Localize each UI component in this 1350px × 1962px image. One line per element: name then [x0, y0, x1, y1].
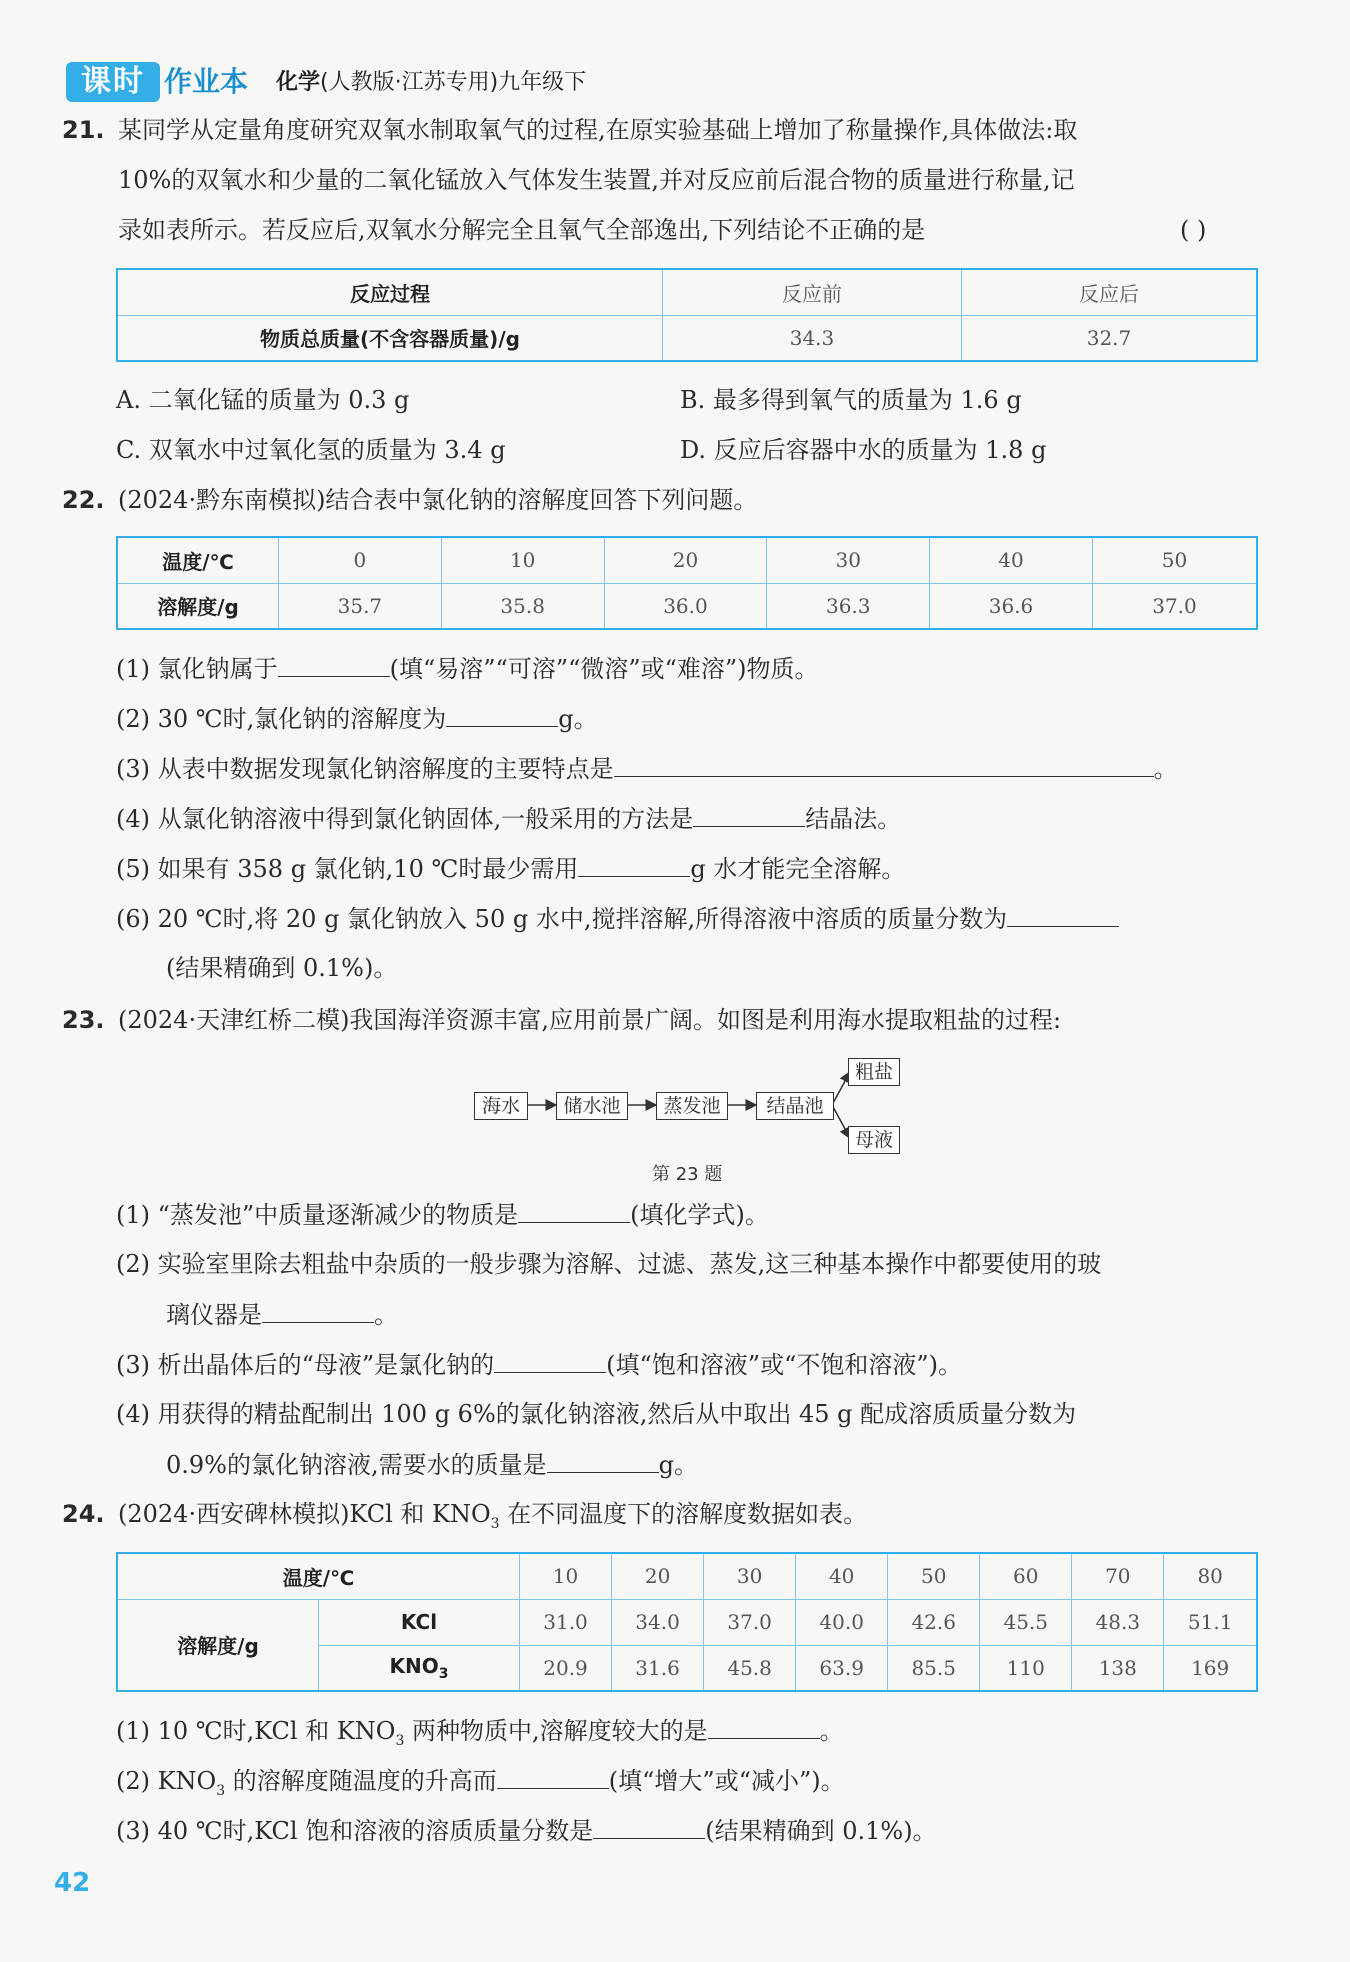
answer-blank[interactable]: [518, 1196, 630, 1223]
flow-node-storage-pond: 储水池: [556, 1092, 628, 1120]
q22-solubility: 36.0: [604, 583, 767, 629]
answer-blank[interactable]: [497, 1762, 609, 1789]
answer-blank[interactable]: [578, 850, 690, 877]
flow-node-mother-liquor: 母液: [848, 1126, 900, 1154]
flow-node-crude-salt: 粗盐: [848, 1058, 900, 1086]
q24-kcl-value: 51.1: [1164, 1599, 1257, 1645]
q22-solubility: 36.6: [930, 583, 1093, 629]
q24-temp: 50: [888, 1553, 980, 1599]
subject-label: 化学: [276, 70, 321, 95]
q23-item-4: (4) 用获得的精盐配制出 100 g 6%的氯化钠溶液,然后从中取出 45 g 配成溶质质量分数为: [116, 1400, 1077, 1428]
q24-kno3-value: 45.8: [704, 1645, 796, 1691]
q21-option-b: B. 最多得到氧气的质量为 1.6 g: [680, 386, 1022, 414]
q23-number: 23.: [62, 1006, 105, 1034]
q22-item-2: (2) 30 ℃时,氯化钠的溶解度为 g。: [116, 700, 598, 737]
q22-table: [116, 536, 1258, 630]
answer-blank[interactable]: [494, 1346, 606, 1373]
q23-stem: (2024·天津红桥二模)我国海洋资源丰富,应用前景广阔。如图是利用海水提取粗盐的过程:: [118, 1006, 1062, 1034]
flow-node-seawater: 海水: [474, 1092, 528, 1120]
q22-temp: 0: [279, 537, 442, 583]
q22-temp: 30: [767, 537, 930, 583]
q24-kno3-value: 31.6: [612, 1645, 704, 1691]
edition-label: (人教版·江苏专用)九年级下: [320, 70, 587, 95]
q21-row-label: 物质总质量(不含容器质量)/g: [117, 315, 663, 361]
q24-kcl-value: 37.0: [704, 1599, 796, 1645]
q24-kcl-value: 31.0: [520, 1599, 612, 1645]
q22-temp: 10: [441, 537, 604, 583]
q22-solubility: 36.3: [767, 583, 930, 629]
q22-solubility: 35.8: [441, 583, 604, 629]
answer-blank[interactable]: [614, 750, 1154, 777]
q24-temp: 20: [612, 1553, 704, 1599]
answer-blank[interactable]: [278, 650, 390, 677]
q21-th-process: 反应过程: [117, 269, 663, 315]
q24-kcl-value: 40.0: [796, 1599, 888, 1645]
q24-kno3-label: $KNO_3$: [319, 1645, 520, 1691]
answer-blank[interactable]: [593, 1812, 705, 1839]
answer-blank[interactable]: [547, 1446, 659, 1473]
q24-stem: (2024·西安碑林模拟)KCl 和 $KNO_3$ 在不同温度下的溶解度数据如表。: [118, 1500, 868, 1532]
q24-kno3-value: 138: [1072, 1645, 1164, 1691]
q22-item-4: (4) 从氯化钠溶液中得到氯化钠固体,一般采用的方法是 结晶法。: [116, 800, 901, 837]
q22-item-6-cont: (结果精确到 0.1%)。: [166, 954, 398, 982]
series-logo: 课时: [66, 62, 160, 102]
q23-item-2: (2) 实验室里除去粗盐中杂质的一般步骤为溶解、过滤、蒸发,这三种基本操作中都要使用的玻: [116, 1250, 1102, 1278]
q22-temp: 50: [1092, 537, 1257, 583]
q24-table: [116, 1552, 1258, 1692]
q22-item-3: (3) 从表中数据发现氯化钠溶解度的主要特点是 。: [116, 750, 1178, 787]
q24-temp: 10: [520, 1553, 612, 1599]
q22-item-6: (6) 20 ℃时,将 20 g 氯化钠放入 50 g 水中,搅拌溶解,所得溶液中溶质的质量分数为: [116, 900, 1119, 937]
flow-node-crystallization-pond: 结晶池: [756, 1092, 834, 1120]
q24-kno3-value: 63.9: [796, 1645, 888, 1691]
answer-blank[interactable]: [446, 700, 558, 727]
q22-temp: 40: [930, 537, 1093, 583]
q24-kno3-value: 110: [980, 1645, 1072, 1691]
q24-kcl-value: 42.6: [888, 1599, 980, 1645]
q23-item-2-cont: 璃仪器是 。: [166, 1296, 398, 1333]
q21-line-2: 10%的双氧水和少量的二氧化锰放入气体发生装置,并对反应前后混合物的质量进行称量,记: [118, 166, 1075, 194]
q22-temp-label: 温度/℃: [117, 537, 279, 583]
q24-item-2: (2) $KNO_3$ 的溶解度随温度的升高而 (填“增大”或“减小”)。: [116, 1762, 845, 1809]
q24-kno3-value: 85.5: [888, 1645, 980, 1691]
q24-kcl-label: KCl: [319, 1599, 520, 1645]
q24-item-1: (1) 10 ℃时,KCl 和 $KNO_3$ 两种物质中,溶解度较大的是 。: [116, 1712, 844, 1759]
q21-line-1: 某同学从定量角度研究双氧水制取氧气的过程,在原实验基础上增加了称量操作,具体做法:取: [118, 116, 1078, 144]
q22-item-1: (1) 氯化钠属于 (填“易溶”“可溶”“微溶”或“难溶”)物质。: [116, 650, 819, 687]
q24-temp: 70: [1072, 1553, 1164, 1599]
flow-node-evaporation-pond: 蒸发池: [656, 1092, 728, 1120]
q21-answer-bracket: ( ): [1180, 216, 1207, 244]
q22-solubility: 37.0: [1092, 583, 1257, 629]
q24-temp: 60: [980, 1553, 1072, 1599]
q22-stem: (2024·黔东南模拟)结合表中氯化钠的溶解度回答下列问题。: [118, 486, 758, 514]
q24-item-3: (3) 40 ℃时,KCl 饱和溶液的溶质质量分数是 (结果精确到 0.1%)。: [116, 1812, 937, 1849]
q21-th-after: 反应后: [962, 269, 1258, 315]
q24-kcl-value: 45.5: [980, 1599, 1072, 1645]
q24-temp: 30: [704, 1553, 796, 1599]
q21-option-d: D. 反应后容器中水的质量为 1.8 g: [680, 436, 1047, 464]
q23-item-3: (3) 析出晶体后的“母液”是氯化钠的 (填“饱和溶液”或“不饱和溶液”)。: [116, 1346, 962, 1383]
q22-number: 22.: [62, 486, 105, 514]
q22-item-5: (5) 如果有 358 g 氯化钠,10 ℃时最少需用 g 水才能完全溶解。: [116, 850, 905, 887]
q23-item-1: (1) “蒸发池”中质量逐渐减少的物质是 (填化学式)。: [116, 1196, 769, 1233]
q21-table: [116, 268, 1258, 362]
q21-option-c: C. 双氧水中过氧化氢的质量为 3.4 g: [116, 436, 506, 464]
q24-kcl-value: 34.0: [612, 1599, 704, 1645]
q21-line-3: 录如表所示。若反应后,双氧水分解完全且氧气全部逸出,下列结论不正确的是: [118, 216, 926, 244]
answer-blank[interactable]: [693, 800, 805, 827]
q23-figure-caption: 第 23 题: [652, 1164, 723, 1185]
answer-blank[interactable]: [262, 1296, 374, 1323]
q21-th-before: 反应前: [663, 269, 962, 315]
q24-solubility-label: 溶解度/g: [117, 1599, 319, 1691]
q24-kno3-value: 20.9: [520, 1645, 612, 1691]
q24-temp: 80: [1164, 1553, 1257, 1599]
q21-val-before: 34.3: [663, 315, 962, 361]
book-subtitle: [276, 66, 586, 100]
q21-number: 21.: [62, 116, 105, 144]
q22-solubility-label: 溶解度/g: [117, 583, 279, 629]
book-title: 作业本: [164, 65, 249, 98]
q24-kcl-value: 48.3: [1072, 1599, 1164, 1645]
q24-number: 24.: [62, 1500, 105, 1528]
q22-temp: 20: [604, 537, 767, 583]
q21-option-a: A. 二氧化锰的质量为 0.3 g: [116, 386, 410, 414]
page-number: 42: [54, 1868, 91, 1898]
q22-solubility: 35.7: [279, 583, 442, 629]
answer-blank[interactable]: [708, 1712, 820, 1739]
q24-kno3-value: 169: [1164, 1645, 1257, 1691]
q21-val-after: 32.7: [962, 315, 1258, 361]
q24-temp-label: 温度/℃: [117, 1553, 520, 1599]
q23-item-4-cont: 0.9%的氯化钠溶液,需要水的质量是 g。: [166, 1446, 698, 1483]
answer-blank[interactable]: [1007, 900, 1119, 927]
q24-temp: 40: [796, 1553, 888, 1599]
